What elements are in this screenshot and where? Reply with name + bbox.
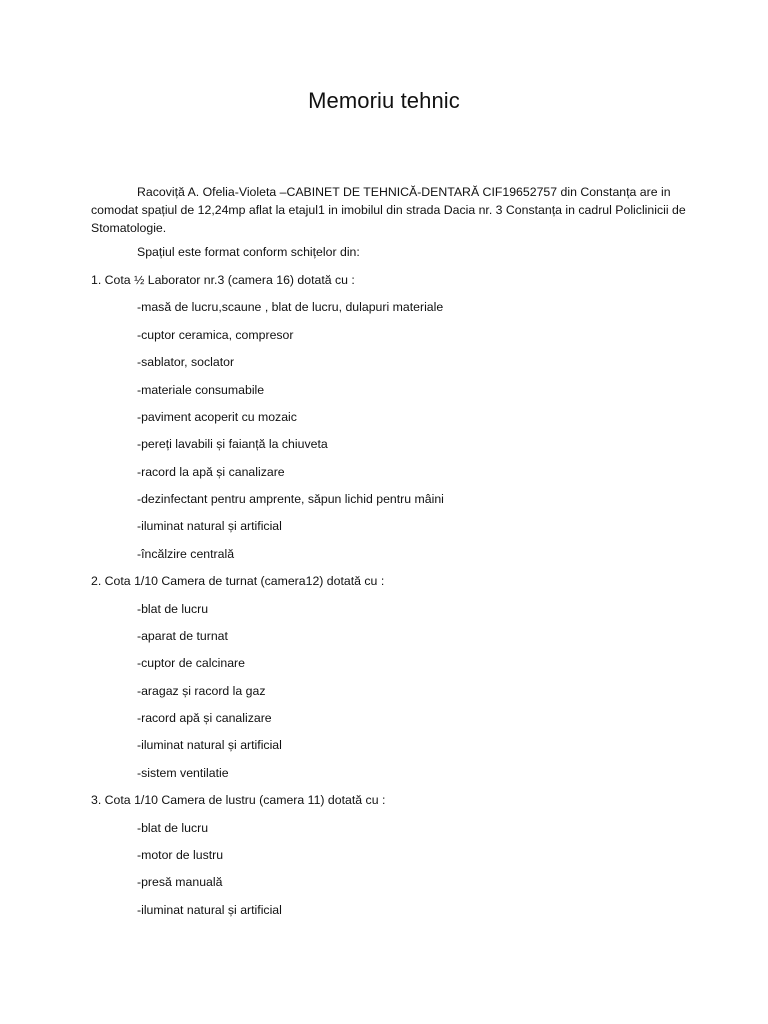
list-item: -sablator, soclator bbox=[137, 355, 235, 369]
list-item: -materiale consumabile bbox=[137, 383, 265, 397]
list-item: -blat de lucru bbox=[137, 821, 209, 835]
section-heading-3: 3. Cota 1/10 Camera de lustru (camera 11) dotată cu : bbox=[91, 793, 386, 807]
section-heading-2: 2. Cota 1/10 Camera de turnat (camera12) dotată cu : bbox=[91, 574, 385, 588]
list-item: -iluminat natural și artificial bbox=[137, 738, 282, 752]
list-item: -pereți lavabili și faianță la chiuveta bbox=[137, 437, 328, 451]
list-item: -aragaz și racord la gaz bbox=[137, 684, 266, 698]
intro-paragraph: Racoviță A. Ofelia-Violeta –CABINET DE TEHNICĂ-DENTARĂ CIF19652757 din Constanța are in comodat spațiul de 12,24mp aflat la etajul1 in imobilul din strada Dacia nr. 3 Constanța in cadrul Policlinicii de Stomatologie. bbox=[91, 185, 686, 235]
list-item: -racord la apă și canalizare bbox=[137, 465, 285, 479]
list-item: -cuptor ceramica, compresor bbox=[137, 328, 294, 342]
list-item: -iluminat natural și artificial bbox=[137, 903, 282, 917]
section-heading-1: 1. Cota ½ Laborator nr.3 (camera 16) dotată cu : bbox=[91, 273, 355, 287]
list-item: -blat de lucru bbox=[137, 602, 209, 616]
list-item: -paviment acoperit cu mozaic bbox=[137, 410, 297, 424]
list-item: -încălzire centrală bbox=[137, 547, 235, 561]
list-item: -presă manuală bbox=[137, 875, 223, 889]
list-item: -sistem ventilatie bbox=[137, 766, 229, 780]
list-item: -masă de lucru,scaune , blat de lucru, dulapuri materiale bbox=[137, 300, 444, 314]
list-item: -racord apă și canalizare bbox=[137, 711, 272, 725]
document-title: Memoriu tehnic bbox=[308, 88, 460, 113]
space-intro: Spațiul este format conform schițelor din: bbox=[137, 245, 360, 259]
list-item: -aparat de turnat bbox=[137, 629, 228, 643]
list-item: -iluminat natural și artificial bbox=[137, 519, 282, 533]
list-item: -cuptor de calcinare bbox=[137, 656, 245, 670]
list-item: -dezinfectant pentru amprente, săpun lichid pentru mâini bbox=[137, 492, 444, 506]
list-item: -motor de lustru bbox=[137, 848, 224, 862]
